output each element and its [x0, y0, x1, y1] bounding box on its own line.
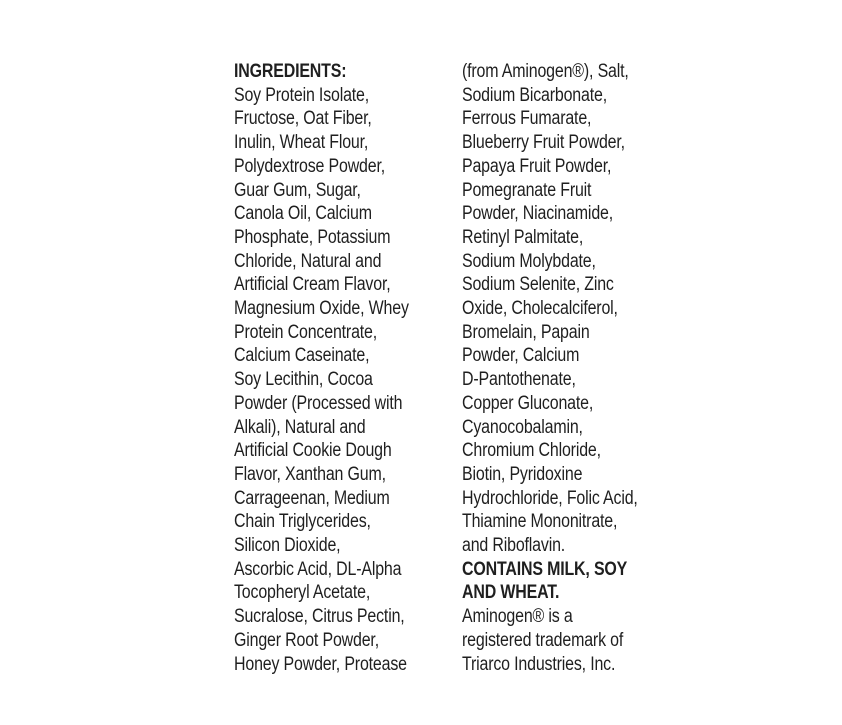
ingredient-line: Thiamine Mononitrate, — [462, 511, 618, 533]
ingredient-line: Alkali), Natural and — [234, 416, 366, 438]
ingredient-line: Blueberry Fruit Powder, — [462, 132, 625, 154]
trademark-line: Aminogen® is a — [462, 606, 573, 628]
ingredient-line: Honey Powder, Protease — [234, 653, 407, 675]
ingredient-line: Fructose, Oat Fiber, — [234, 108, 372, 130]
ingredients-column-left — [234, 60, 436, 676]
ingredient-line: Soy Protein Isolate, — [234, 84, 370, 106]
ingredient-line: Cyanocobalamin, — [462, 416, 583, 438]
ingredients-list-left — [234, 84, 436, 677]
ingredient-line: Powder (Processed with — [234, 392, 403, 414]
ingredient-line: Copper Gluconate, — [462, 392, 594, 414]
ingredient-line: Retinyl Palmitate, — [462, 226, 584, 248]
ingredient-line: Carrageenan, Medium — [234, 487, 390, 509]
ingredient-line: Bromelain, Papain — [462, 321, 590, 343]
ingredient-line: Magnesium Oxide, Whey — [234, 298, 409, 320]
ingredient-line: Ferrous Fumarate, — [462, 108, 592, 130]
ingredient-line: Polydextrose Powder, — [234, 155, 386, 177]
ingredient-line: Powder, Niacinamide, — [462, 203, 614, 225]
ingredient-line: Sodium Selenite, Zinc — [462, 274, 614, 296]
ingredient-line: Ginger Root Powder, — [234, 629, 379, 651]
ingredient-line: Ascorbic Acid, DL-Alpha — [234, 558, 402, 580]
ingredient-line: Silicon Dioxide, — [234, 535, 341, 557]
ingredient-line: and Riboflavin. — [462, 535, 566, 557]
ingredient-line: Chain Triglycerides, — [234, 511, 371, 533]
ingredient-line: Calcium Caseinate, — [234, 345, 370, 367]
ingredient-line: Phosphate, Potassium — [234, 226, 391, 248]
ingredient-line: Sucralose, Citrus Pectin, — [234, 606, 405, 628]
ingredient-line: (from Aminogen®), Salt, — [462, 61, 629, 82]
trademark-line: registered trademark of — [462, 629, 624, 651]
ingredient-line: Chromium Chloride, — [462, 440, 601, 462]
ingredients-heading: INGREDIENTS: — [234, 61, 347, 82]
allergen-line: AND WHEAT. — [462, 582, 560, 604]
ingredients-column-right — [462, 60, 664, 676]
ingredient-line: Sodium Bicarbonate, — [462, 84, 607, 106]
ingredient-line: Artificial Cookie Dough — [234, 440, 392, 462]
ingredient-line: D-Pantothenate, — [462, 369, 576, 391]
trademark-note — [462, 605, 664, 676]
ingredients-list-right — [462, 60, 664, 558]
allergen-statement — [462, 558, 664, 605]
trademark-line: Triarco Industries, Inc. — [462, 653, 616, 675]
ingredient-line: Artificial Cream Flavor, — [234, 274, 391, 296]
ingredient-line: Biotin, Pyridoxine — [462, 463, 583, 485]
ingredient-line: Tocopheryl Acetate, — [234, 582, 371, 604]
ingredient-line: Flavor, Xanthan Gum, — [234, 463, 386, 485]
ingredient-line: Papaya Fruit Powder, — [462, 155, 612, 177]
ingredient-line: Hydrochloride, Folic Acid, — [462, 487, 638, 509]
ingredient-line: Canola Oil, Calcium — [234, 203, 372, 225]
allergen-line: CONTAINS MILK, SOY — [462, 558, 628, 580]
ingredient-line: Protein Concentrate, — [234, 321, 378, 343]
ingredient-line: Pomegranate Fruit — [462, 179, 592, 201]
ingredient-line: Soy Lecithin, Cocoa — [234, 369, 373, 391]
ingredient-line: Chloride, Natural and — [234, 250, 382, 272]
ingredient-line: Powder, Calcium — [462, 345, 580, 367]
ingredient-line: Inulin, Wheat Flour, — [234, 132, 369, 154]
ingredient-line: Oxide, Cholecalciferol, — [462, 298, 618, 320]
ingredient-line: Sodium Molybdate, — [462, 250, 596, 272]
ingredient-line: Guar Gum, Sugar, — [234, 179, 361, 201]
